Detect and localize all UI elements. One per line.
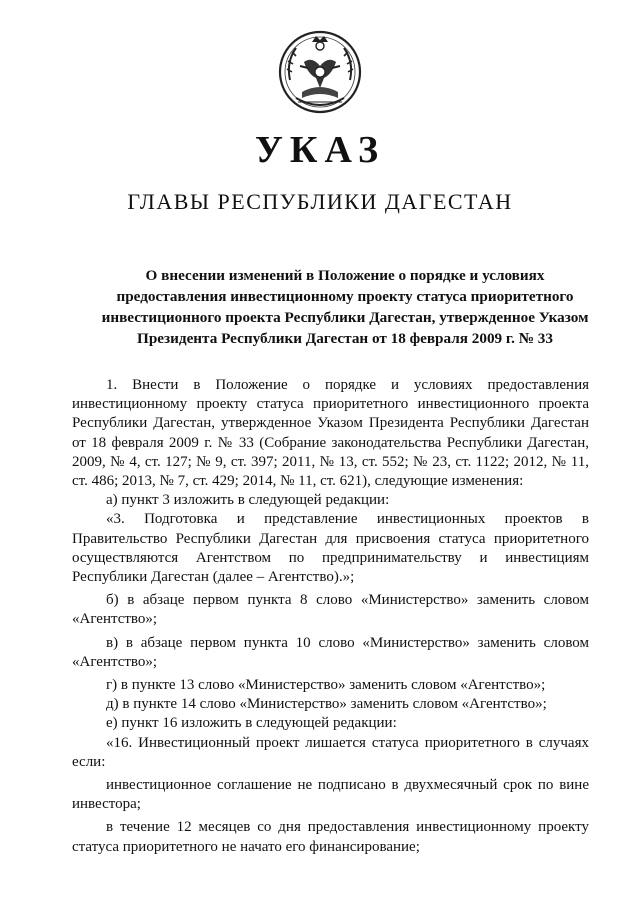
paragraph-a: а) пункт 3 изложить в следующей редакции: [106, 492, 390, 509]
paragraph-g: г) в пункте 13 слово «Министерство» заменить словом «Агентство»; [106, 677, 546, 694]
paragraph-e: е) пункт 16 изложить в следующей редакции: [106, 715, 397, 732]
paragraph-b: б) в абзаце первом пункта 8 слово «Министерство» заменить словом «Агентство»; [72, 592, 589, 628]
paragraph-d: д) в пункте 14 слово «Министерство» заменить словом «Агентство»; [106, 696, 547, 713]
paragraph-condition-2: в течение 12 месяцев со дня предоставления инвестиционному проекту статуса приоритетного не начато его финансирование; [72, 819, 589, 855]
paragraph-condition-1: инвестиционное соглашение не подписано в двухмесячный срок по вине инвестора; [72, 777, 589, 813]
paragraph-v: в) в абзаце первом пункта 10 слово «Министерство» заменить словом «Агентство»; [72, 634, 589, 670]
document-subtitle: ГЛАВЫ РЕСПУБЛИКИ ДАГЕСТАН [127, 189, 513, 214]
document-body [72, 376, 589, 857]
document-heading: О внесении изменений в Положение о порядке и условиях предоставления инвестиционному проекту статуса приоритетного инвестиционного проекта Республики Дагестан, утвержденное Указом Президента Республики Дагестан от 18 февраля 2009 г. № 33 [101, 267, 589, 347]
paragraph-1: 1. Внести в Положение о порядке и условиях предоставления инвестиционному проекту статуса приоритетного инвестиционного проекта Республики Дагестан, утвержденное Указом Президента Республики Дагестан от 18 февраля 2009 г. № 33 (Собрание законодательства Республики Дагестан, 2009, № 4, ст. 127; № 9, ст. 397; 2011, № 13, ст. 552; № 23, ст. 1122; 2012, № 11, ст. 486; 2013, № 7, ст. 429; 2014, № 11, ст. 621), следующие изменения: [72, 377, 589, 490]
paragraph-16: «16. Инвестиционный проект лишается статуса приоритетного в случаях если: [72, 734, 589, 770]
document-title: УКАЗ [255, 129, 385, 171]
coat-of-arms-emblem [272, 22, 368, 118]
paragraph-3-text: «3. Подготовка и представление инвестиционных проектов в Правительство Республики Дагестан для присвоения статуса приоритетного осуществляются Агентством по предпринимательству и инвестициям Республики Дагестан (далее – Агентство).»; [72, 511, 589, 586]
